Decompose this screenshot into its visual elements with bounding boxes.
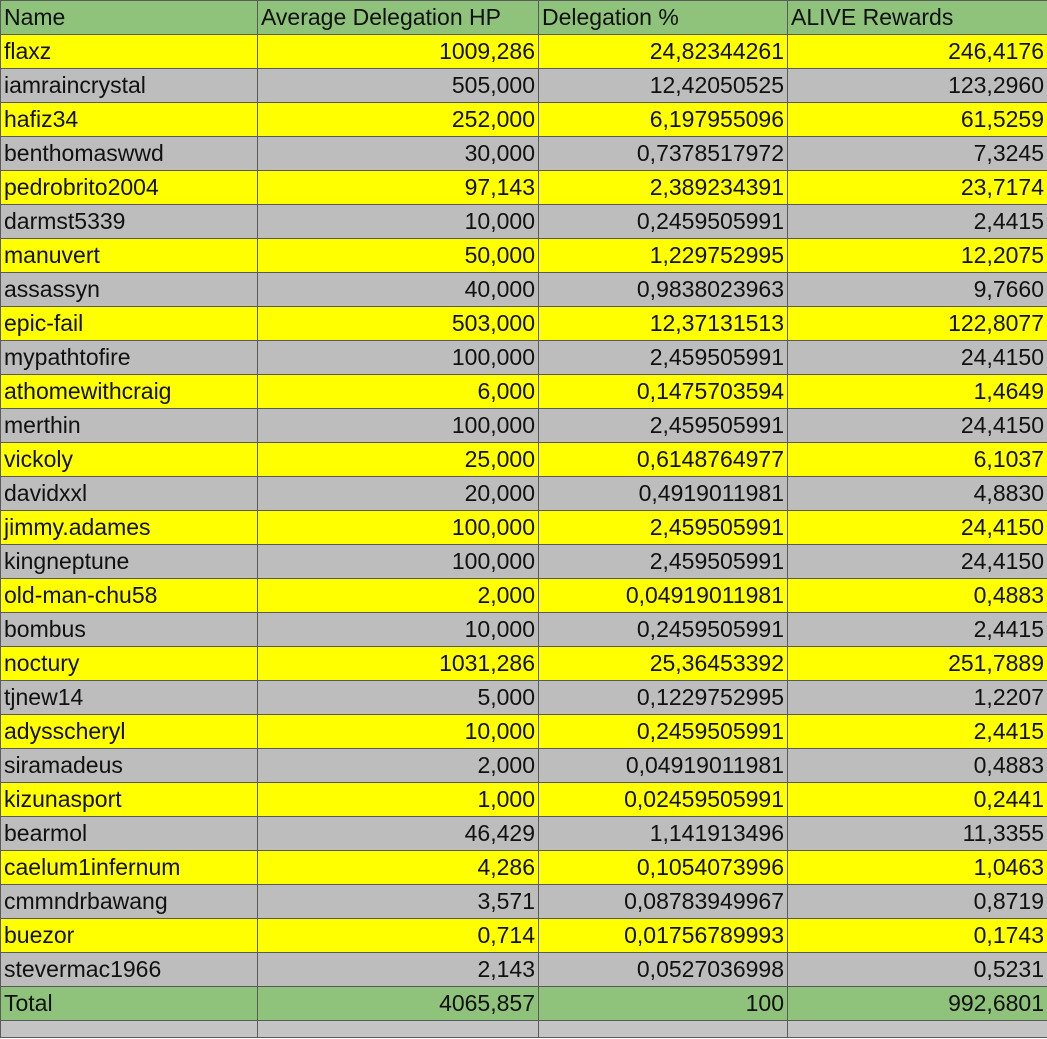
cell-name[interactable]: adysscheryl (1, 715, 258, 749)
cell-delegation-percent[interactable]: 1,141913496 (539, 817, 788, 851)
cell-average-delegation-hp[interactable]: 2,000 (258, 749, 539, 783)
cell-alive-rewards[interactable]: 23,7174 (788, 171, 1047, 205)
cell-average-delegation-hp[interactable]: 6,000 (258, 375, 539, 409)
total-row (1, 987, 1047, 1021)
cell-alive-rewards[interactable]: 1,4649 (788, 375, 1047, 409)
cell-alive-rewards[interactable]: 2,4415 (788, 205, 1047, 239)
cell-alive-rewards[interactable]: 251,7889 (788, 647, 1047, 681)
cell-delegation-percent[interactable]: 0,1475703594 (539, 375, 788, 409)
cell-name[interactable]: siramadeus (1, 749, 258, 783)
table-row (1, 409, 1047, 443)
table-row (1, 511, 1047, 545)
cell-delegation-percent[interactable]: 0,1054073996 (539, 851, 788, 885)
cell-alive-rewards[interactable]: 122,8077 (788, 307, 1047, 341)
cell-average-delegation-hp[interactable]: 503,000 (258, 307, 539, 341)
cell-name[interactable]: davidxxl (1, 477, 258, 511)
cell-alive-rewards[interactable]: 4,8830 (788, 477, 1047, 511)
cell-alive-rewards[interactable]: 12,2075 (788, 239, 1047, 273)
cell-average-delegation-hp[interactable]: 10,000 (258, 715, 539, 749)
cell-average-delegation-hp[interactable]: 2,000 (258, 579, 539, 613)
cell-average-delegation-hp[interactable]: 0,714 (258, 919, 539, 953)
cell-delegation-percent[interactable]: 0,0527036998 (539, 953, 788, 987)
cell-name[interactable]: manuvert (1, 239, 258, 273)
cell-delegation-percent[interactable]: 0,7378517972 (539, 137, 788, 171)
cell-alive-rewards[interactable]: 24,4150 (788, 545, 1047, 579)
table-row (1, 647, 1047, 681)
cell-average-delegation-hp[interactable]: 50,000 (258, 239, 539, 273)
table-row (1, 715, 1047, 749)
cell-name[interactable]: stevermac1966 (1, 953, 258, 987)
cell-average-delegation-hp[interactable]: 3,571 (258, 885, 539, 919)
table-row (1, 919, 1047, 953)
cell-alive-rewards[interactable]: 123,2960 (788, 69, 1047, 103)
cell-delegation-percent[interactable]: 24,82344261 (539, 35, 788, 69)
cell-name[interactable]: hafiz34 (1, 103, 258, 137)
table-row (1, 307, 1047, 341)
cell-name[interactable]: pedrobrito2004 (1, 171, 258, 205)
cell-alive-rewards[interactable]: 24,4150 (788, 341, 1047, 375)
cell-average-delegation-hp[interactable]: 10,000 (258, 613, 539, 647)
header-row (1, 1, 1047, 35)
cell-alive-rewards[interactable]: 1,2207 (788, 681, 1047, 715)
cell-average-delegation-hp[interactable]: 1,000 (258, 783, 539, 817)
cell-alive-rewards[interactable]: 11,3355 (788, 817, 1047, 851)
cell-average-delegation-hp[interactable]: 505,000 (258, 69, 539, 103)
table-body (1, 35, 1047, 1038)
cell-alive-rewards[interactable]: 24,4150 (788, 409, 1047, 443)
table-row (1, 681, 1047, 715)
cell-delegation-percent[interactable]: 2,459505991 (539, 341, 788, 375)
cell-delegation-percent[interactable]: 0,02459505991 (539, 783, 788, 817)
cell-name[interactable]: flaxz (1, 35, 258, 69)
empty-cell[interactable] (1, 1021, 258, 1038)
cell-average-delegation-hp[interactable]: 100,000 (258, 545, 539, 579)
cell-delegation-percent[interactable]: 12,37131513 (539, 307, 788, 341)
cell-name[interactable]: buezor (1, 919, 258, 953)
empty-row (1, 1021, 1047, 1038)
cell-average-delegation-hp[interactable]: 100,000 (258, 341, 539, 375)
cell-name[interactable]: athomewithcraig (1, 375, 258, 409)
cell-delegation-percent[interactable]: 0,04919011981 (539, 579, 788, 613)
cell-alive-rewards[interactable]: 0,2441 (788, 783, 1047, 817)
cell-name[interactable]: kizunasport (1, 783, 258, 817)
cell-average-delegation-hp[interactable]: 5,000 (258, 681, 539, 715)
table-row (1, 443, 1047, 477)
cell-name[interactable]: merthin (1, 409, 258, 443)
cell-name[interactable]: epic-fail (1, 307, 258, 341)
table-row (1, 171, 1047, 205)
table-row (1, 817, 1047, 851)
cell-delegation-percent[interactable]: 1,229752995 (539, 239, 788, 273)
cell-name[interactable]: mypathtofire (1, 341, 258, 375)
table-row (1, 953, 1047, 987)
cell-name[interactable]: vickoly (1, 443, 258, 477)
cell-alive-rewards[interactable]: 2,4415 (788, 613, 1047, 647)
table-row (1, 545, 1047, 579)
header-alive-rewards[interactable]: ALIVE Rewards (788, 1, 1047, 35)
total-rewards[interactable]: 992,6801 (788, 987, 1047, 1021)
cell-name[interactable]: jimmy.adames (1, 511, 258, 545)
cell-delegation-percent[interactable]: 0,9838023963 (539, 273, 788, 307)
cell-alive-rewards[interactable]: 0,4883 (788, 749, 1047, 783)
cell-delegation-percent[interactable]: 0,4919011981 (539, 477, 788, 511)
cell-average-delegation-hp[interactable]: 252,000 (258, 103, 539, 137)
table-row (1, 69, 1047, 103)
cell-alive-rewards[interactable]: 61,5259 (788, 103, 1047, 137)
cell-average-delegation-hp[interactable]: 46,429 (258, 817, 539, 851)
cell-name[interactable]: kingneptune (1, 545, 258, 579)
cell-alive-rewards[interactable]: 2,4415 (788, 715, 1047, 749)
cell-alive-rewards[interactable]: 9,7660 (788, 273, 1047, 307)
empty-cell[interactable] (258, 1021, 539, 1038)
table-row (1, 749, 1047, 783)
empty-cell[interactable] (788, 1021, 1047, 1038)
cell-delegation-percent[interactable]: 6,197955096 (539, 103, 788, 137)
header-average-delegation-hp[interactable]: Average Delegation HP (258, 1, 539, 35)
cell-delegation-percent[interactable]: 12,42050525 (539, 69, 788, 103)
table-row (1, 341, 1047, 375)
cell-alive-rewards[interactable]: 0,1743 (788, 919, 1047, 953)
cell-name[interactable]: benthomaswwd (1, 137, 258, 171)
cell-name[interactable]: iamraincrystal (1, 69, 258, 103)
cell-average-delegation-hp[interactable]: 10,000 (258, 205, 539, 239)
table-row (1, 239, 1047, 273)
cell-alive-rewards[interactable]: 6,1037 (788, 443, 1047, 477)
cell-average-delegation-hp[interactable]: 100,000 (258, 409, 539, 443)
cell-name[interactable]: assassyn (1, 273, 258, 307)
table-row (1, 885, 1047, 919)
cell-delegation-percent[interactable]: 0,01756789993 (539, 919, 788, 953)
header-name[interactable]: Name (1, 1, 258, 35)
total-label[interactable]: Total (1, 987, 258, 1021)
cell-alive-rewards[interactable]: 0,5231 (788, 953, 1047, 987)
cell-delegation-percent[interactable]: 2,459505991 (539, 409, 788, 443)
cell-average-delegation-hp[interactable]: 25,000 (258, 443, 539, 477)
cell-alive-rewards[interactable]: 1,0463 (788, 851, 1047, 885)
cell-delegation-percent[interactable]: 0,6148764977 (539, 443, 788, 477)
total-percent[interactable]: 100 (539, 987, 788, 1021)
table-row (1, 273, 1047, 307)
cell-name[interactable]: caelum1infernum (1, 851, 258, 885)
cell-average-delegation-hp[interactable]: 20,000 (258, 477, 539, 511)
cell-name[interactable]: cmmndrbawang (1, 885, 258, 919)
table-row (1, 783, 1047, 817)
cell-delegation-percent[interactable]: 0,04919011981 (539, 749, 788, 783)
cell-average-delegation-hp[interactable]: 1009,286 (258, 35, 539, 69)
table-row (1, 851, 1047, 885)
cell-average-delegation-hp[interactable]: 1031,286 (258, 647, 539, 681)
cell-average-delegation-hp[interactable]: 97,143 (258, 171, 539, 205)
cell-delegation-percent[interactable]: 0,1229752995 (539, 681, 788, 715)
cell-delegation-percent[interactable]: 2,459505991 (539, 511, 788, 545)
cell-delegation-percent[interactable]: 0,2459505991 (539, 205, 788, 239)
cell-delegation-percent[interactable]: 0,08783949967 (539, 885, 788, 919)
table-row (1, 613, 1047, 647)
cell-alive-rewards[interactable]: 24,4150 (788, 511, 1047, 545)
cell-name[interactable]: bearmol (1, 817, 258, 851)
table-row (1, 137, 1047, 171)
total-hp[interactable]: 4065,857 (258, 987, 539, 1021)
cell-delegation-percent[interactable]: 0,2459505991 (539, 715, 788, 749)
table-row (1, 579, 1047, 613)
cell-name[interactable]: bombus (1, 613, 258, 647)
cell-name[interactable]: tjnew14 (1, 681, 258, 715)
cell-average-delegation-hp[interactable]: 4,286 (258, 851, 539, 885)
cell-delegation-percent[interactable]: 25,36453392 (539, 647, 788, 681)
cell-delegation-percent[interactable]: 2,459505991 (539, 545, 788, 579)
cell-name[interactable]: darmst5339 (1, 205, 258, 239)
table-row (1, 103, 1047, 137)
cell-name[interactable]: noctury (1, 647, 258, 681)
cell-alive-rewards[interactable]: 0,8719 (788, 885, 1047, 919)
table-row (1, 205, 1047, 239)
cell-name[interactable]: old-man-chu58 (1, 579, 258, 613)
cell-average-delegation-hp[interactable]: 40,000 (258, 273, 539, 307)
header-delegation-percent[interactable]: Delegation % (539, 1, 788, 35)
table-row (1, 477, 1047, 511)
cell-delegation-percent[interactable]: 0,2459505991 (539, 613, 788, 647)
cell-alive-rewards[interactable]: 246,4176 (788, 35, 1047, 69)
cell-average-delegation-hp[interactable]: 30,000 (258, 137, 539, 171)
cell-delegation-percent[interactable]: 2,389234391 (539, 171, 788, 205)
cell-alive-rewards[interactable]: 7,3245 (788, 137, 1047, 171)
cell-alive-rewards[interactable]: 0,4883 (788, 579, 1047, 613)
table-row (1, 375, 1047, 409)
table-row (1, 35, 1047, 69)
cell-average-delegation-hp[interactable]: 2,143 (258, 953, 539, 987)
empty-cell[interactable] (539, 1021, 788, 1038)
cell-average-delegation-hp[interactable]: 100,000 (258, 511, 539, 545)
